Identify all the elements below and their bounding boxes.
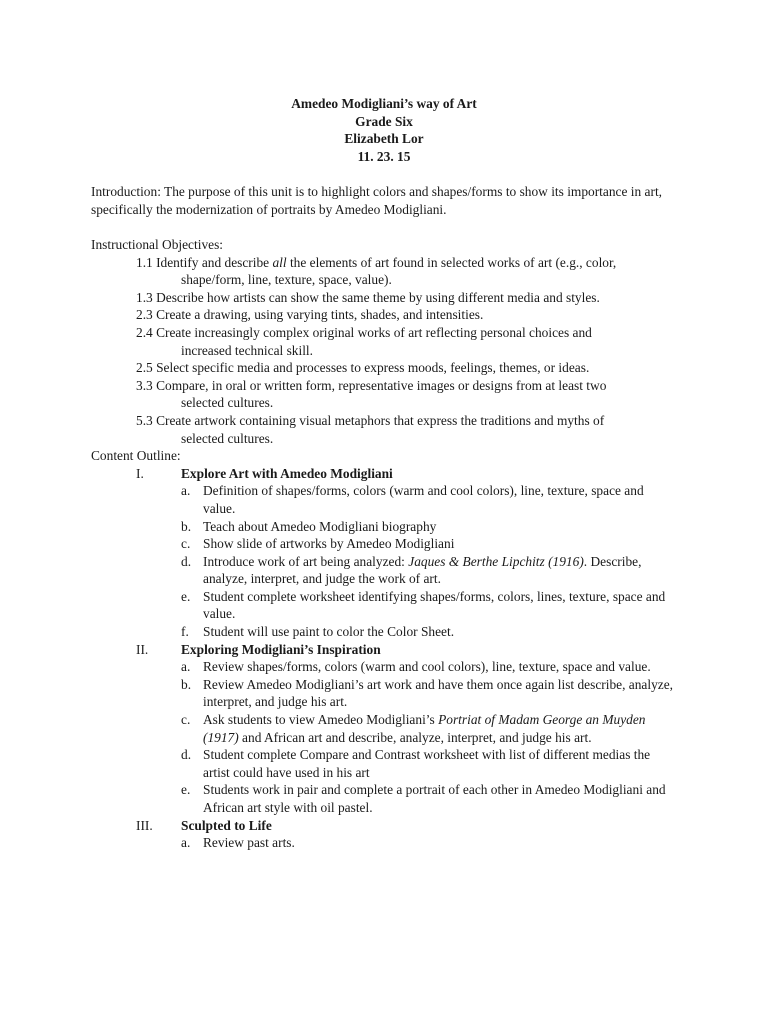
objective-text: 1.1 Identify and describe <box>136 254 273 270</box>
objective-wrap: shape/form, line, texture, space, value). <box>181 272 392 288</box>
objective-item <box>91 306 701 324</box>
item-letter: d. <box>181 747 192 763</box>
outline-section-heading <box>91 465 701 483</box>
instructional-objectives <box>91 236 701 852</box>
grade-level: Grade Six <box>355 113 413 129</box>
section-title: Exploring Modigliani’s Inspiration <box>181 641 381 657</box>
item-text-cont: and African art and describe, analyze, interpret, and judge his art. <box>238 729 592 745</box>
objective-text: 2.3 Create a drawing, using varying tints, shades, and intensities. <box>136 307 484 323</box>
objectives-list <box>91 254 701 448</box>
objective-item <box>91 254 701 289</box>
item-letter: c. <box>181 536 191 552</box>
outline-section-heading <box>91 817 701 835</box>
item-letter: c. <box>181 712 191 728</box>
item-text-block <box>203 746 673 781</box>
objective-item <box>91 377 701 412</box>
objective-text: 5.3 Create artwork containing visual metaphors that express the traditions and myths of <box>136 412 605 428</box>
outline-section-heading <box>91 641 701 659</box>
item-text: Student complete worksheet identifying shapes/forms, colors, lines, texture, space and value. <box>203 588 666 622</box>
outline-item <box>91 711 701 746</box>
objective-text: 1.3 Describe how artists can show the same theme by using different media and styles. <box>136 289 600 305</box>
outline-item <box>91 553 701 588</box>
item-text: Review shapes/forms, colors (warm and cool colors), line, texture, space and value. <box>203 659 651 675</box>
objective-text: 2.4 Create increasingly complex original works of art reflecting personal choices and <box>136 324 592 340</box>
outline-item <box>91 482 701 517</box>
objective-text: 2.5 Select specific media and processes to express moods, feelings, themes, or ideas. <box>136 360 590 376</box>
item-text: Introduce work of art being analyzed: <box>203 553 409 569</box>
item-text-block <box>203 623 673 641</box>
document-date: 11. 23. 15 <box>357 148 411 164</box>
document-title: Amedeo Modigliani’s way of Art <box>291 96 477 111</box>
artwork-title: Portriat of Madam George an Muyden (1917) <box>203 712 646 745</box>
outline-item <box>91 658 701 676</box>
objective-emphasis: all <box>272 254 287 270</box>
item-text: Students work in pair and complete a portrait of each other in Amedeo Modigliani and African art style with oil pastel. <box>203 782 666 815</box>
section-title: Explore Art with Amedeo Modigliani <box>181 465 393 481</box>
item-text: Ask students to view Amedeo Modigliani’s <box>203 712 439 728</box>
introduction-paragraph: Introduction: The purpose of this unit is to highlight colors and shapes/forms to show its importance in art, specifically the modernization of portraits by Amedeo Modigliani. <box>91 184 663 217</box>
outline-item <box>91 676 701 711</box>
outline-item <box>91 834 701 852</box>
objectives-heading: Instructional Objectives: <box>91 237 224 252</box>
item-text-block <box>203 535 673 553</box>
item-text: Teach about Amedeo Modigliani biography <box>203 518 437 534</box>
item-text: Review past arts. <box>203 835 295 851</box>
section-numeral: II. <box>136 641 149 657</box>
outline-item <box>91 588 701 623</box>
objective-text: 3.3 Compare, in oral or written form, representative images or designs from at least two <box>136 377 607 393</box>
item-text-block <box>203 588 673 623</box>
objective-wrap: selected cultures. <box>181 430 274 446</box>
section-numeral: III. <box>136 817 153 833</box>
objective-item <box>91 359 701 377</box>
item-text-block <box>203 553 673 588</box>
objective-wrap: selected cultures. <box>181 395 274 411</box>
item-text-block <box>203 676 673 711</box>
item-text: Definition of shapes/forms, colors (warm and cool colors), line, texture, space and value. <box>203 483 644 516</box>
item-letter: e. <box>181 782 191 798</box>
objective-item <box>91 324 701 359</box>
item-text: Student will use paint to color the Color Sheet. <box>203 624 455 640</box>
item-letter: a. <box>181 659 191 675</box>
item-text: Student complete Compare and Contrast worksheet with list of different medias the artist could have used in his art <box>203 747 651 780</box>
item-text-block <box>203 834 673 852</box>
objective-item <box>91 412 701 447</box>
author-name: Elizabeth Lor <box>344 131 424 147</box>
section-numeral: I. <box>136 465 144 481</box>
item-text-block <box>203 711 673 746</box>
content-outline <box>91 465 701 852</box>
outline-item <box>91 623 701 641</box>
content-outline-heading: Content Outline: <box>91 448 181 464</box>
item-letter: a. <box>181 483 191 499</box>
item-letter: e. <box>181 588 191 604</box>
outline-item <box>91 535 701 553</box>
item-text-cont: . Describe, analyze, interpret, and judge the work of art. <box>203 553 642 587</box>
item-letter: b. <box>181 676 192 692</box>
outline-item <box>91 746 701 781</box>
outline-item <box>91 518 701 536</box>
item-letter: f. <box>181 624 189 640</box>
item-text-block <box>203 482 673 517</box>
objective-item <box>91 289 701 307</box>
item-text: Review Amedeo Modigliani’s art work and have them once again list describe, analyze, interpret, and judge his art. <box>203 676 674 710</box>
item-text-block <box>203 781 673 816</box>
document-header <box>0 95 768 165</box>
section-title: Sculpted to Life <box>181 817 272 833</box>
item-text-block <box>203 658 673 676</box>
item-letter: a. <box>181 835 191 851</box>
item-text-block <box>203 518 673 536</box>
item-letter: d. <box>181 553 192 569</box>
item-letter: b. <box>181 518 192 534</box>
objective-text-cont: the elements of art found in selected works of art (e.g., color, <box>286 254 617 270</box>
artwork-title: Jaques & Berthe Lipchitz (1916) <box>408 553 584 569</box>
item-text: Show slide of artworks by Amedeo Modigliani <box>203 536 455 552</box>
objective-wrap: increased technical skill. <box>181 342 313 358</box>
outline-item <box>91 781 701 816</box>
